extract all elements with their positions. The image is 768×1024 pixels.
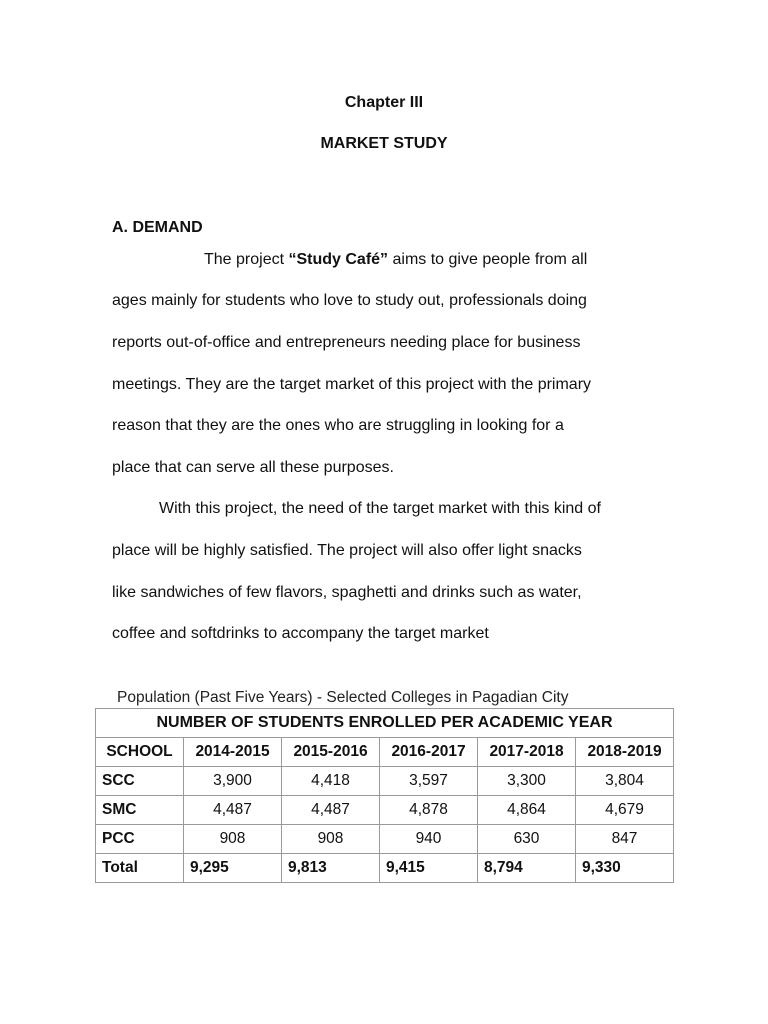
total-cell: 9,330 (576, 854, 674, 883)
paragraph-line: reports out-of-office and entrepreneurs needing place for business (112, 334, 581, 351)
value-cell: 630 (478, 825, 576, 854)
total-cell: 9,813 (282, 854, 380, 883)
page-title: MARKET STUDY (320, 135, 448, 152)
paragraph-line: reason that they are the ones who are struggling in looking for a (112, 417, 564, 434)
column-header: 2015-2016 (282, 738, 380, 767)
section-heading: A. DEMAND (112, 219, 203, 236)
paragraph-line: like sandwiches of few flavors, spaghetti and drinks such as water, (112, 584, 582, 601)
column-header: SCHOOL (96, 738, 184, 767)
paragraph-line: place will be highly satisfied. The project will also offer light snacks (112, 542, 582, 559)
paragraph-text: aims to give people from all (388, 251, 588, 268)
school-cell: PCC (96, 825, 184, 854)
paragraph-line (204, 251, 587, 269)
total-cell: 9,295 (184, 854, 282, 883)
table-caption: Population (Past Five Years) - Selected Colleges in Pagadian City (117, 689, 569, 706)
column-header: 2016-2017 (380, 738, 478, 767)
paragraph-line: ages mainly for students who love to study out, professionals doing (112, 292, 587, 309)
paragraph-line: With this project, the need of the target market with this kind of (159, 500, 601, 517)
value-cell: 3,300 (478, 767, 576, 796)
value-cell: 3,597 (380, 767, 478, 796)
total-cell: 9,415 (380, 854, 478, 883)
value-cell: 4,487 (184, 796, 282, 825)
table-row (96, 825, 674, 854)
value-cell: 3,900 (184, 767, 282, 796)
value-cell: 940 (380, 825, 478, 854)
value-cell: 4,864 (478, 796, 576, 825)
paragraph-line: meetings. They are the target market of this project with the primary (112, 376, 592, 393)
value-cell: 4,679 (576, 796, 674, 825)
table-header-title: NUMBER OF STUDENTS ENROLLED PER ACADEMIC YEAR (96, 709, 674, 738)
enrollment-table (95, 708, 674, 883)
total-label: Total (96, 854, 184, 883)
value-cell: 4,878 (380, 796, 478, 825)
table-column-header-row (96, 738, 674, 767)
total-cell: 8,794 (478, 854, 576, 883)
paragraph-text: The project (204, 251, 289, 268)
value-cell: 3,804 (576, 767, 674, 796)
chapter-label: Chapter III (344, 94, 424, 111)
table-title-row (96, 709, 674, 738)
value-cell: 908 (282, 825, 380, 854)
value-cell: 4,418 (282, 767, 380, 796)
table-total-row (96, 854, 674, 883)
column-header: 2018-2019 (576, 738, 674, 767)
paragraph-line: coffee and softdrinks to accompany the target market (112, 625, 489, 642)
column-header: 2014-2015 (184, 738, 282, 767)
value-cell: 4,487 (282, 796, 380, 825)
school-cell: SMC (96, 796, 184, 825)
table-row (96, 767, 674, 796)
project-name: “Study Café” (288, 251, 389, 268)
school-cell: SCC (96, 767, 184, 796)
column-header: 2017-2018 (478, 738, 576, 767)
paragraph-line: place that can serve all these purposes. (112, 459, 394, 476)
value-cell: 908 (184, 825, 282, 854)
table-row (96, 796, 674, 825)
value-cell: 847 (576, 825, 674, 854)
